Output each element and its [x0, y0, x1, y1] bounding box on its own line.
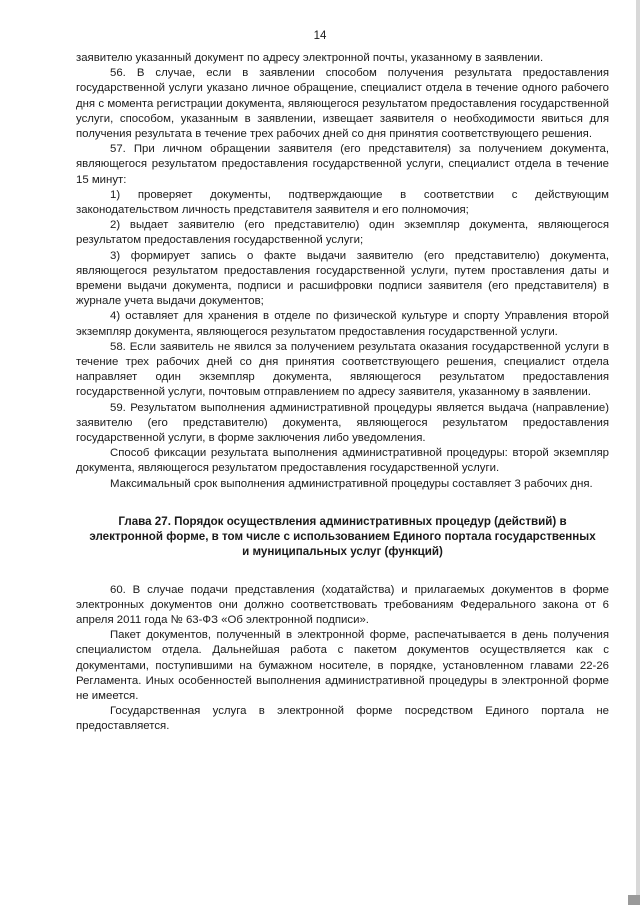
- document-body: [76, 51, 609, 735]
- paragraph-fixation-method: Способ фиксации результата выполнения административной процедуры: второй экземпляр документа, являющегося результатом предоставления государственной услуги.: [76, 447, 609, 475]
- paragraph-57: 57. При личном обращении заявителя (его представителя) за получением документа, являющегося результатом предоставления государственной услуги, специалист отдела в течение 15 минут:: [76, 143, 609, 186]
- list-item-3: 3) формирует запись о факте выдачи заявителю (его представителю) документа, являющегося результатом предоставления государственной услуги, путем проставления даты и времени выдачи документа, подписи и расшифровки подписи заявителя (его представителя) в журнале учета выдачи документов;: [76, 249, 609, 308]
- paragraph-60: 60. В случае подачи представления (ходатайства) и прилагаемых документов в форме электронных документов они должно соответствовать требованиям Федерального закона от 6 апреля 2011 года № 63-ФЗ «Об электронной подписи».: [76, 583, 609, 626]
- paragraph-59: 59. Результатом выполнения административной процедуры является выдача (направление) заявителю (его представителю) документа, являющегося результатом предоставления государственной услуги, в форме заключения либо уведомления.: [76, 401, 609, 445]
- paragraph-max-term: Максимальный срок выполнения административной процедуры составляет 3 рабочих дня.: [110, 477, 593, 490]
- list-item-2: 2) выдает заявителю (его представителю) один экземпляр документа, являющегося результатом предоставления государственной услуги;: [76, 219, 609, 247]
- page-number: 14: [313, 30, 327, 42]
- scan-edge: [636, 0, 640, 905]
- paragraph-58: 58. Если заявитель не явился за получением результата оказания государственной услуги в течение трех рабочих дней со дня принятия соответствующего решения, специалист отдела направляет один экземпляр документа, являющегося результатом предоставления государственной услуги, почтовым отправлением по адресу заявителя, указанному в заявлении.: [76, 340, 609, 399]
- list-item-1: 1) проверяет документы, подтверждающие в соответствии с действующим законодательством личность представителя заявителя и его полномочия;: [76, 188, 609, 217]
- paragraph-56: 56. В случае, если в заявлении способом получения результата предоставления государственной услуги указано личное обращение, специалист отдела в течение одного рабочего дня с момента регистрации документа, являющегося результатом предоставления государственной услуги, способом, указанным в заявлении, извещает заявителя о необходимости явиться для получения результата в течение трех рабочих дней со дня принятия соответствующего решения.: [76, 67, 609, 141]
- paragraph-package: Пакет документов, полученный в электронной форме, распечатывается в день получения специалистом отдела. Дальнейшая работа с пакетом документов осуществляется как с документами, поступившими на бумажном носителе, в порядке, установленном главами 22-26 Регламента. Иных особенностей выполнения административной процедуры в электронной форме не имеется.: [76, 629, 609, 702]
- paragraph-continuation: заявителю указанный документ по адресу электронной почты, указанному в заявлении.: [76, 52, 544, 64]
- list-item-4: 4) оставляет для хранения в отделе по физической культуре и спорту Управления второй экземпляр документа, являющегося результатом предоставления государственной услуги.: [76, 310, 609, 338]
- paragraph-portal: Государственная услуга в электронной форме посредством Единого портала не предоставляется.: [76, 705, 609, 733]
- chapter-heading: Глава 27. Порядок осуществления административных процедур (действий) в электронной форме, в том числе с использованием Единого портала государственных и муниципальных услуг (функций): [89, 514, 596, 559]
- scan-corner-mark: [628, 895, 640, 905]
